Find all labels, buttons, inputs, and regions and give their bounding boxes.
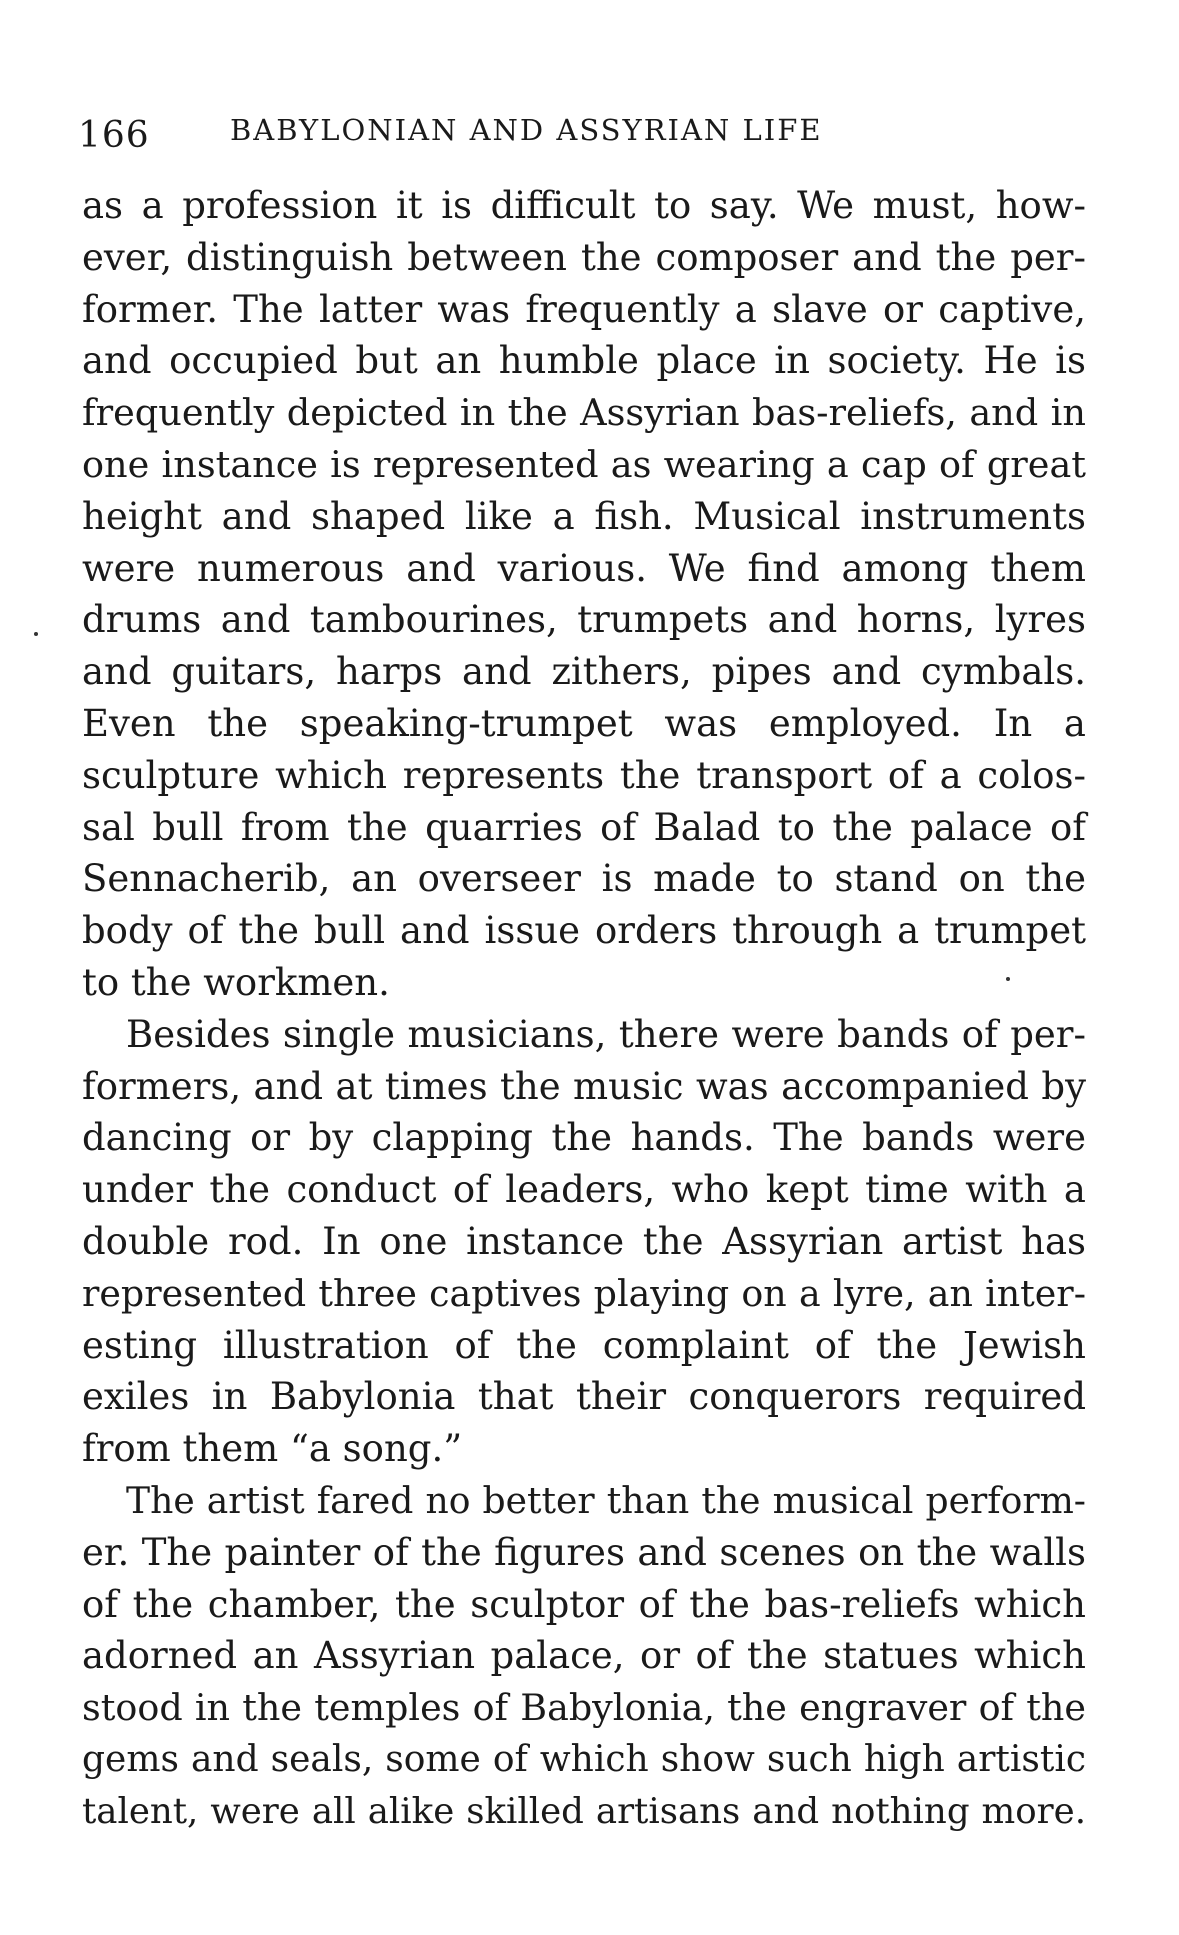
page-number: 166 bbox=[78, 115, 150, 156]
body-text bbox=[82, 180, 1086, 1838]
text-line: represented three captives playing on a lyre, an inter- bbox=[82, 1271, 1086, 1315]
text-line: Besides single musicians, there were bands of per- bbox=[126, 1012, 1086, 1056]
text-line: formers, and at times the music was accompanied by bbox=[82, 1064, 1086, 1108]
running-head bbox=[78, 108, 1078, 158]
ink-speck bbox=[34, 632, 38, 636]
text-line: Sennacherib, an overseer is made to stand on the bbox=[82, 857, 1086, 901]
text-line: to the workmen. bbox=[82, 960, 390, 1004]
text-line: from them “a song.” bbox=[82, 1427, 463, 1471]
text-line: and guitars, harps and zithers, pipes and cymbals. bbox=[82, 650, 1086, 694]
text-line: exiles in Babylonia that their conquerors required bbox=[82, 1375, 1086, 1419]
text-line: as a profession it is difficult to say. We must, how- bbox=[82, 184, 1086, 227]
text-line: Even the speaking-trumpet was employed. In a bbox=[82, 701, 1086, 745]
paragraph-2 bbox=[82, 1009, 1086, 1475]
text-line: one instance is represented as wearing a cap of great bbox=[82, 442, 1086, 486]
text-line: stood in the temples of Babylonia, the engraver of the bbox=[82, 1686, 1086, 1730]
text-line: sal bull from the quarries of Balad to the palace of bbox=[82, 805, 1086, 849]
text-line: former. The latter was frequently a slave or captive, bbox=[82, 287, 1086, 331]
ink-speck bbox=[1006, 977, 1010, 981]
text-line: drums and tambourines, trumpets and horns, lyres bbox=[82, 598, 1086, 642]
text-line: height and shaped like a fish. Musical instruments bbox=[82, 494, 1086, 538]
text-line: er. The painter of the figures and scenes on the walls bbox=[82, 1530, 1086, 1574]
paragraph-3 bbox=[82, 1475, 1086, 1838]
text-line: talent, were all alike skilled artisans and nothing more. bbox=[82, 1790, 1086, 1832]
text-line: under the conduct of leaders, who kept time with a bbox=[82, 1168, 1086, 1212]
text-line: and occupied but an humble place in society. He is bbox=[82, 339, 1086, 383]
text-line: The artist fared no better than the musical perform- bbox=[126, 1478, 1086, 1522]
text-line: sculpture which represents the transport of a colos- bbox=[82, 753, 1086, 797]
text-line: were numerous and various. We find among them bbox=[82, 546, 1086, 590]
text-line: double rod. In one instance the Assyrian artist has bbox=[82, 1219, 1086, 1263]
paragraph-1 bbox=[82, 180, 1086, 1009]
text-line: frequently depicted in the Assyrian bas-reliefs, and in bbox=[82, 391, 1086, 435]
text-line: ever, distinguish between the composer and the per- bbox=[82, 235, 1086, 279]
text-line: dancing or by clapping the hands. The bands were bbox=[82, 1116, 1086, 1160]
text-line: of the chamber, the sculptor of the bas-reliefs which bbox=[82, 1582, 1086, 1626]
text-line: esting illustration of the complaint of the Jewish bbox=[82, 1323, 1086, 1367]
text-line: body of the bull and issue orders through a trumpet bbox=[82, 909, 1086, 953]
text-line: gems and seals, some of which show such high artistic bbox=[82, 1738, 1086, 1780]
running-title: BABYLONIAN AND ASSYRIAN LIFE bbox=[230, 113, 823, 147]
text-line: adorned an Assyrian palace, or of the statues which bbox=[82, 1634, 1086, 1678]
